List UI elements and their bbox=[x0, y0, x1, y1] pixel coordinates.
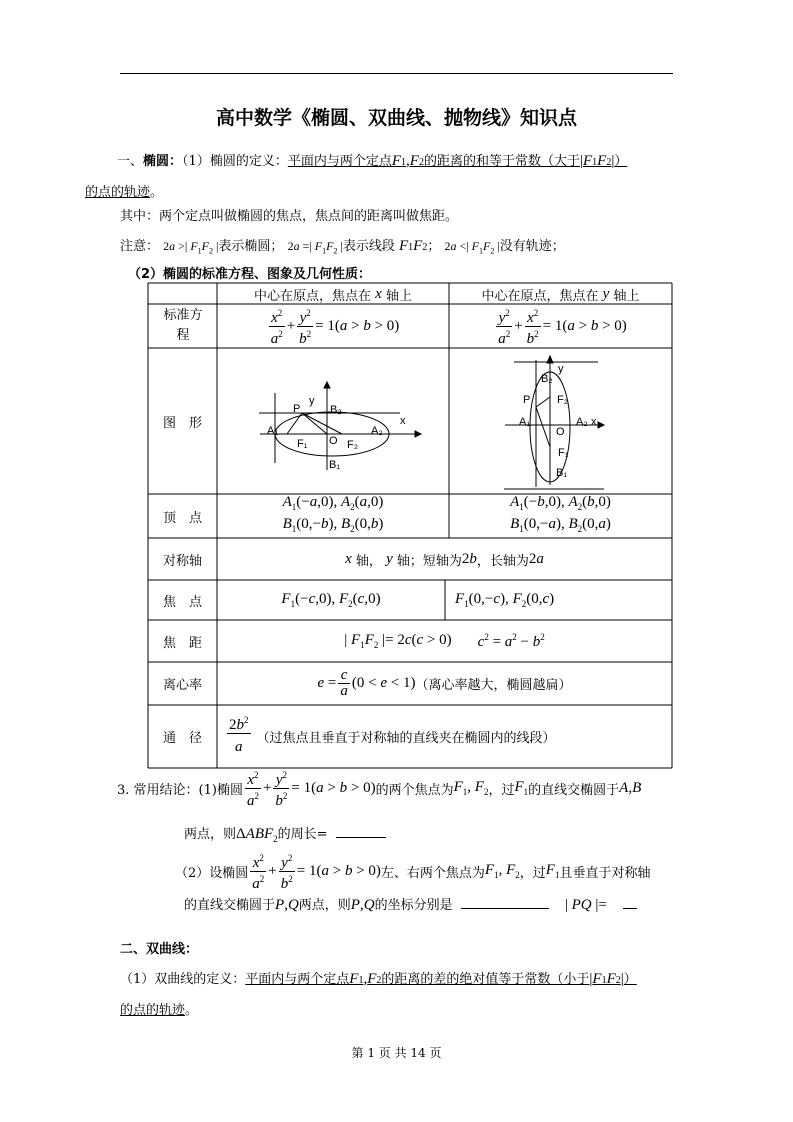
row-label-focal-distance: 焦 距 bbox=[162, 635, 202, 651]
perimeter-blank[interactable] bbox=[336, 825, 386, 838]
foci-note: 其中：两个定点叫做椭圆的焦点，焦点间的距离叫做焦距。 bbox=[120, 209, 459, 224]
common-conclusion-2: （2）设椭圆 $\frac{x^2}{a^2}$ + $\frac{y^2}{b^2}$ = 1(a > b > 0) 左、右两个焦点为 $F_1$, $F_2$ ，过 $F_1$ 且垂直于对称轴 bbox=[175, 852, 651, 892]
svg-text:A₂: A₂ bbox=[576, 416, 588, 428]
vertices-x-focus: $A_1(-a,0)$, $A_2(a,0)$ $B_1(0,-b)$, $B_2(0,b)$ bbox=[282, 494, 384, 534]
svg-text:O: O bbox=[329, 435, 338, 447]
page-footer: 第 1 页 共 14 页 bbox=[351, 1046, 442, 1060]
common-conclusion-1: 3. 常用结论：(1)椭圆 $\frac{x^2}{a^2}$ + $\frac{y^2}{b^2}$ = 1(a > b > 0) 的两个焦点为 $F_1$, $F_2$ ，过 $F_1$ 的直线交椭圆于 A , B bbox=[117, 769, 642, 809]
eccentricity: e = $\frac{c}{a}$ (0 < e < 1) （离心率越大，椭圆越扁） bbox=[317, 667, 572, 699]
hyperbola-definition: （1）双曲线的定义：平面内与两个定点F1,F2的距离的差的绝对值等于常数（小于|F1F2|） bbox=[120, 971, 637, 987]
svg-text:x: x bbox=[591, 416, 597, 428]
svg-text:y: y bbox=[309, 395, 315, 407]
row-label-vertex: 顶 点 bbox=[162, 510, 202, 526]
svg-text:B₂: B₂ bbox=[541, 373, 553, 385]
row-label-focus: 焦 点 bbox=[162, 594, 202, 610]
svg-text:B₁: B₁ bbox=[556, 467, 568, 479]
svg-text:B₁: B₁ bbox=[329, 459, 341, 471]
focal-distance: | $F_1F_2$ |= 2c(c > 0) $c^2 = a^2 - b^2$ bbox=[344, 631, 545, 650]
foci-x-focus: $F_1(-c,0)$, $F_2(c,0)$ bbox=[281, 591, 381, 609]
svg-text:y: y bbox=[558, 363, 564, 375]
svg-text:F₂: F₂ bbox=[347, 439, 358, 451]
common-conclusion-1-cont: 两点，则$\Delta ABF_2$的周长= bbox=[184, 823, 386, 844]
svg-text:P: P bbox=[293, 403, 301, 415]
svg-text:F₂: F₂ bbox=[557, 394, 568, 406]
svg-text:A₁: A₁ bbox=[519, 416, 531, 428]
svg-text:x: x bbox=[400, 415, 406, 427]
svg-text:F₁: F₁ bbox=[297, 438, 308, 450]
pq-length-blank[interactable] bbox=[623, 896, 637, 909]
horizontal-ellipse-graph bbox=[255, 378, 425, 478]
row-label-latus-rectum: 通 径 bbox=[162, 731, 202, 746]
equation-x-focus: $\frac{x^2}{a^2}$ + $\frac{y^2}{b^2}$ = 1(a > b > 0) bbox=[270, 307, 400, 347]
row-label-axis: 对称轴 bbox=[162, 553, 202, 569]
common-conclusion-2-cont: 的直线交椭圆于P,Q两点，则P,Q的坐标分别是 | PQ |= bbox=[184, 894, 637, 914]
vertices-y-focus: $A_1(-b,0)$, $A_2(b,0)$ $B_1(0,-a)$, $B_2(0,a)$ bbox=[510, 494, 611, 534]
svg-text:B₂: B₂ bbox=[330, 404, 342, 416]
table-header-y-focus: 中心在原点，焦点在 y 轴上 bbox=[481, 285, 640, 304]
coordinates-blank[interactable] bbox=[461, 896, 549, 909]
row-label-graph: 图 形 bbox=[162, 415, 202, 431]
vertical-ellipse-graph bbox=[500, 355, 620, 495]
page-title: 高中数学《椭圆、双曲线、抛物线》知识点 bbox=[215, 107, 577, 129]
hyperbola-definition-cont: 的点的轨迹。 bbox=[120, 1003, 199, 1018]
table-header-x-focus: 中心在原点，焦点在 x 轴上 bbox=[254, 285, 412, 304]
row-label-eccentricity: 离心率 bbox=[162, 678, 202, 693]
section-subtitle: （2）椭圆的标准方程、图象及几何性质： bbox=[128, 267, 372, 282]
hyperbola-heading: 二、双曲线： bbox=[120, 942, 199, 957]
equation-y-focus: $\frac{y^2}{a^2}$ + $\frac{x^2}{b^2}$ = 1(a > b > 0) bbox=[498, 307, 627, 347]
svg-text:O: O bbox=[556, 426, 565, 438]
svg-text:P: P bbox=[523, 394, 531, 406]
svg-text:F₁: F₁ bbox=[558, 447, 569, 459]
ellipse-definition-cont: 的点的轨迹。 bbox=[85, 185, 164, 200]
foci-y-focus: $F_1(0,-c)$, $F_2(0,c)$ bbox=[455, 591, 555, 609]
svg-text:A₁: A₁ bbox=[267, 425, 279, 437]
ellipse-caution: 注意： 2a >| $F_1F_2$ |表示椭圆； 2a =| $F_1F_2$ |表示线段 F1F2； 2a <| $F_1F_2$ |没有轨迹； bbox=[120, 238, 565, 256]
symmetry-axis: x 轴， y 轴；短轴为 2b ，长轴为 2a bbox=[345, 550, 544, 569]
latus-rectum: $\frac{2b^2}{a}$ （过焦点且垂直于对称轴的直线夹在椭圆内的线段） bbox=[229, 715, 556, 755]
svg-text:A₂: A₂ bbox=[371, 425, 383, 437]
row-label-standard-equation: 标准方程 bbox=[163, 308, 203, 343]
ellipse-definition: 一、椭圆：（1）椭圆的定义：平面内与两个定点F1,F2的距离的和等于常数（大于|F1F2|） bbox=[117, 153, 628, 169]
